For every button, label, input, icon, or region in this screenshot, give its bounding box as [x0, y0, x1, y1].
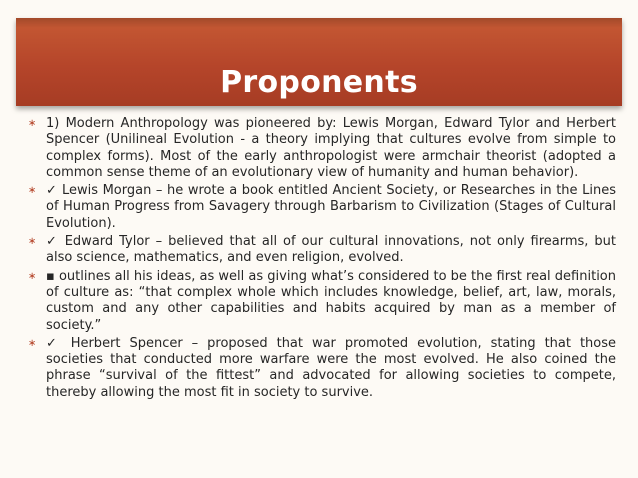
title-bar: [16, 18, 622, 106]
bullet-item: [28, 234, 616, 267]
bullet-list: [28, 116, 616, 403]
bullet-marker-icon: ∗: [28, 236, 37, 248]
slide-title: Proponents: [220, 65, 418, 100]
bullet-text: 1) Modern Anthropology was pioneered by: Lewis Morgan, Edward Tylor and Herbert Spencer (Unilineal Evolution - a theory implying that cultures evolve from simple to complex forms). Most of the early anthropologist were armchair theorist (adopted a common sense theme of an evolutionary view of humanity and human behavior).: [46, 116, 616, 180]
bullet-text: ✓ Lewis Morgan – he wrote a book entitled Ancient Society, or Researches in the Lines of Human Progress from Savagery through Barbarism to Civilization (Stages of Cultural Evolution).: [46, 183, 616, 231]
bullet-item: [28, 116, 616, 181]
bullet-item: [28, 269, 616, 334]
bullet-item: [28, 183, 616, 232]
bullet-marker-icon: ∗: [28, 118, 37, 129]
bullet-marker-icon: ∗: [28, 337, 37, 349]
bullet-marker-icon: ∗: [28, 270, 37, 282]
bullet-item: [28, 336, 616, 401]
bullet-text: ✓ Edward Tylor – believed that all of our cultural innovations, not only firearms, but also science, mathematics, and even religion, evolved.: [46, 234, 616, 266]
bullet-text: ✓ Herbert Spencer – proposed that war promoted evolution, stating that those societies that conducted more warfare were the most evolved. He also coined the phrase “survival of the fittest” and advocated for allowing societies to compete, thereby allowing the most fit in society to survive.: [46, 335, 616, 400]
bullet-marker-icon: ∗: [28, 185, 37, 197]
bullet-text: ▪ outlines all his ideas, as well as giving what’s considered to be the first real definition of culture as: “that complex whole which includes knowledge, belief, art, law, morals, custom and any other capabilities and habits acquired by man as a member of society.”: [46, 268, 616, 333]
